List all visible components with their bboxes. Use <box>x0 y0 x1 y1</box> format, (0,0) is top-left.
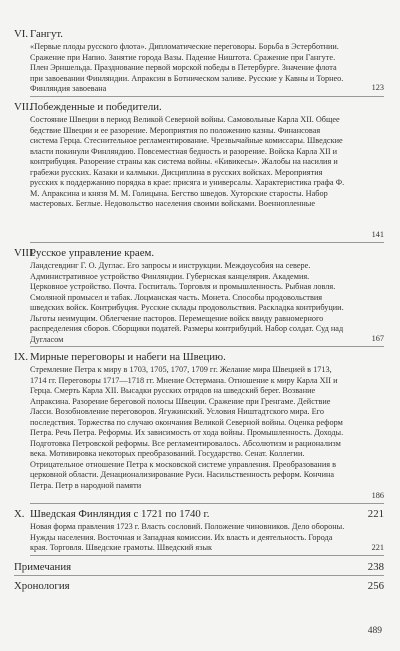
section-8-page: 167 <box>371 334 384 343</box>
notes-title: Примечания <box>14 561 72 573</box>
section-title: Гангут. <box>30 28 63 40</box>
section-7-contents: Состояние Швеции в период Великой Северной войны. Самовольные Карла XII. Общее бедствие Швеции и ее разорение. Мероприятия по положению казны. Финансовая система Герца. Стеснительное регламентирование. Чрезвычайные комиссары. Шведские власти покинули Финляндию. Повсеместная бедность и разорение. Войска Карла XII и контрибуция. Разорение страны как система войны. «Кивикесы». Жалобы на насилия и грабежи русских. Казаки и калмыки. Дисциплина в русских войсках. Мероприятия русских к поддержанию порядка в крае: присяга и универсалы. Характеристика графа Ф. М. Апраксина и князя М. М. Голицына. Бегство шведов. Хуторские старосты. Набор мастеровых. Беглые. Недовольство населения своими войсками. Военнопленные <box>30 115 345 208</box>
section-number: X. <box>14 508 25 520</box>
section-6-contents: «Первые плоды русского флота». Дипломатические переговоры. Борьба в Эстерботнии. Сражение при Напио. Занятие города Вазы. Падение Ништота. Сражение при Гангуте. Плен Эрншельда. Празднование первой морской победы в Петербурге. Значение флота при завоевании Финляндии. Апраксин в Ботническом заливе. Русские у Кавны и Торнео. Финляндия завоевана <box>30 42 344 93</box>
divider <box>30 346 384 347</box>
section-10-heading-page: 221 <box>367 508 384 520</box>
section-number: VIII. <box>14 247 36 259</box>
section-10-page: 221 <box>371 543 384 552</box>
chronology-title: Хронология <box>14 580 70 592</box>
divider <box>30 555 384 556</box>
divider <box>14 575 384 576</box>
section-title: Русское управление краем. <box>30 247 155 259</box>
divider <box>30 503 384 504</box>
section-7-page: 141 <box>371 230 384 239</box>
section-number: VII. <box>14 101 32 113</box>
section-number: VI. <box>14 28 29 40</box>
divider <box>30 242 384 243</box>
section-10-contents: Новая форма правления 1723 г. Власть сословий. Положение чиновников. Дело обороны. Нужды населения. Восточная и Западная комиссии. Их власть и деятельность. Города края. Торговля. Шведские грамоты. Шведский язык <box>30 522 345 552</box>
section-title: Мирные переговоры и набеги на Швецию. <box>30 351 226 363</box>
section-9-contents: Стремление Петра к миру в 1703, 1705, 1707, 1709 гг. Желание мира Швецией в 1713, 1714 гг. Переговоры 1717—1718 гг. Мнение Остермана. Отношение к миру Карла XII и Герца. Смерть Карла XII. Высадки русских отрядов на шведский берег. Возвание Апраксина. Разорение береговой полосы Швеции. Сражение при Гренгаме. Действие Ласси. Возобновление переговоров. Ягужинский. Условия Ништадтского мира. Его последствия. Торжества по случаю окончания Великой Северной войны. Оценка реформ Петра. Речь Петра. Реформы. Их зависимость от хода войны. Промышленность. Доходы. Подготовка Петровской реформы. Все регламентировалось. Абсолютизм и рационализм века. Мотивировка некоторых преобразований. Государство. Сенат. Коллегии. Отрицательное отношение Петра к московской системе управления. Преобразования в церковной области. Денационализирование Руси. Насильственность реформ. Кончина Петра. Петр в народной памяти <box>30 365 344 490</box>
section-9-page: 186 <box>371 491 384 500</box>
section-6-page: 123 <box>371 83 384 92</box>
section-8-contents: Ландсгевдинг Г. О. Дуглас. Его запросы и инструкции. Междоусобия на севере. Административное устройство Финляндии. Губернская канцелярия. Академия. Церковное устройство. Почта. Госпиталь. Торговля и промышленность. Рыбная ловля. Смоляной промысел и табак. Лоцманская часть. Монета. Способы продовольствия шведских войск. Контрибуция. Русские склады продовольствия. Раскладка контрибуции. Льготы неимущим. Облегчение пасторов. Перемещение войск ввиду равномерного распределения сборов. Сборщики податей. Размеры контрибуций. Набор солдат. Суд над Дугласом <box>30 261 344 344</box>
page-number: 489 <box>367 626 382 636</box>
divider <box>30 96 384 97</box>
section-number: IX. <box>14 351 29 363</box>
section-title: Побежденные и победители. <box>30 101 162 113</box>
chronology-page: 256 <box>367 580 384 592</box>
notes-page: 238 <box>367 561 384 573</box>
section-title: Шведская Финляндия с 1721 по 1740 г. <box>30 508 210 520</box>
